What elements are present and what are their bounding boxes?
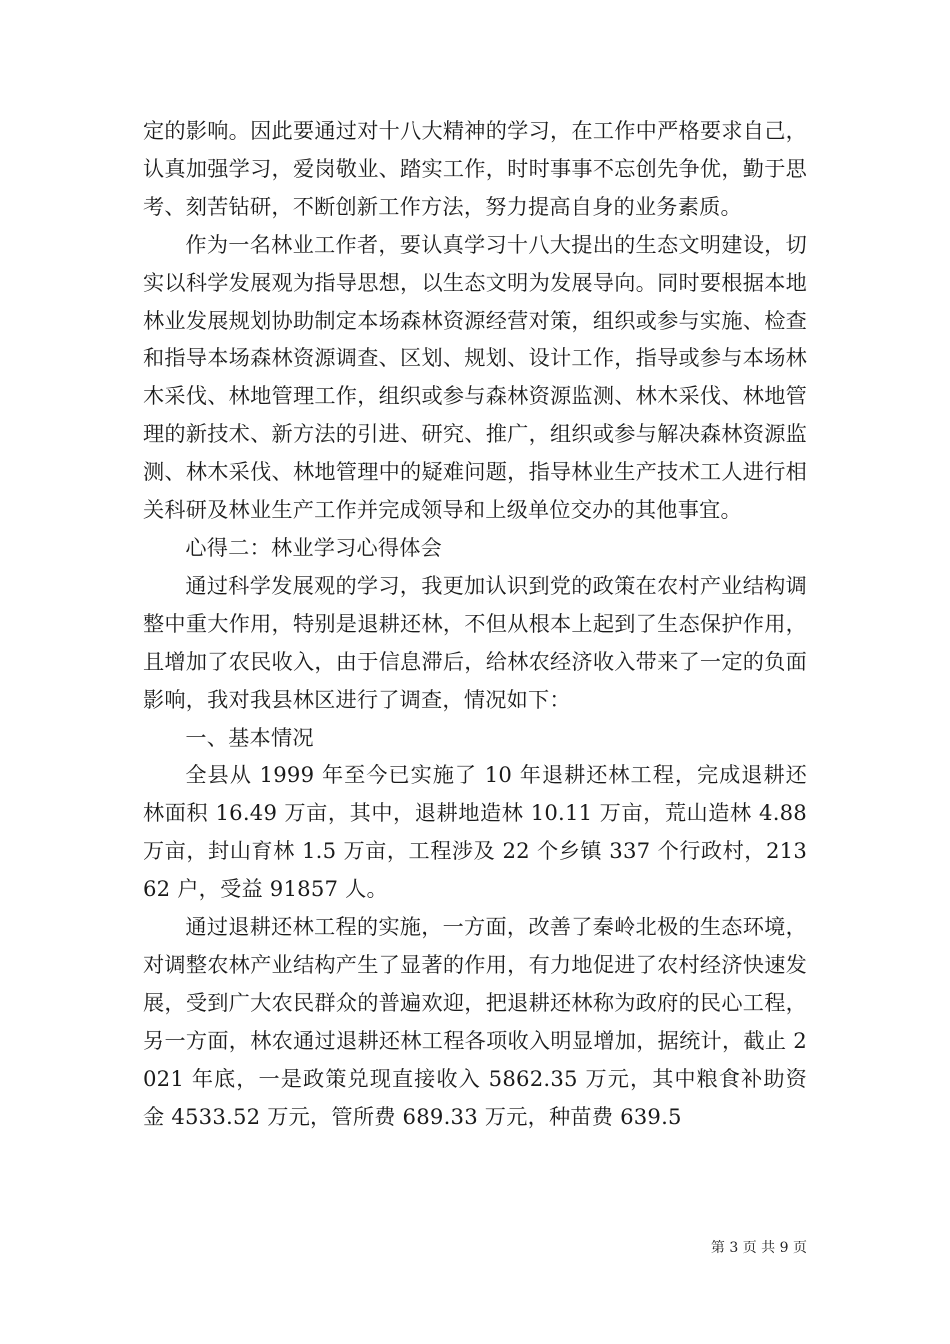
paragraph-continuation: 定的影响。因此要通过对十八大精神的学习，在工作中严格要求自己，认真加强学习，爱岗敬业、踏实工作，时时事事不忘创先争优，勤于思考、刻苦钻研，不断创新工作方法，努力提高自身的业务素质。 [143,118,807,219]
section-heading-experience-two: 心得二：林业学习心得体会 [185,534,443,560]
section-heading-basic-situation: 一、基本情况 [185,724,314,750]
page-number: 第 3 页 共 9 页 [710,1240,807,1256]
paragraph-forestry-worker: 作为一名林业工作者，要认真学习十八大提出的生态文明建设，切实以科学发展观为指导思想，以生态文明为发展导向。同时要根据本地林业发展规划协助制定本场森林资源经营对策，组织或参与实施、检查和指导本场森林资源调查、区划、规划、设计工作，指导或参与本场林木采伐、林地管理工作，组织或参与森林资源监测、林木采伐、林地管理的新技术、新方法的引进、研究、推广，组织或参与解决森林资源监测、林木采伐、林地管理中的疑难问题，指导林业生产技术工人进行相关科研及林业生产工作并完成领导和上级单位交办的其他事宜。 [143,231,807,523]
paragraph-county-statistics: 全县从 1999 年至今已实施了 10 年退耕还林工程，完成退耕还林面积 16.49 万亩，其中，退耕地造林 10.11 万亩，荒山造林 4.88 万亩，封山育林 1.5 万亩，工程涉及 22 个乡镇 337 个行政村，21362 户，受益 91857 人。 [143,762,807,902]
document-body [143,112,807,1135]
paragraph-project-implementation: 通过退耕还林工程的实施，一方面，改善了秦岭北极的生态环境，对调整农林产业结构产生了显著的作用，有力地促进了农村经济快速发展，受到广大农民群众的普遍欢迎，把退耕还林称为政府的民心工程，另一方面，林农通过退耕还林工程各项收入明显增加，据统计，截止 2021 年底，一是政策兑现直接收入 5862.35 万元，其中粮食补助资金 4533.52 万元，管所费 689.33 万元，种苗费 639.5 [143,914,807,1129]
paragraph-scientific-development: 通过科学发展观的学习，我更加认识到党的政策在农村产业结构调整中重大作用，特别是退耕还林，不但从根本上起到了生态保护作用，且增加了农民收入，由于信息滞后，给林农经济收入带来了一定的负面影响，我对我县林区进行了调查，情况如下： [143,572,807,712]
